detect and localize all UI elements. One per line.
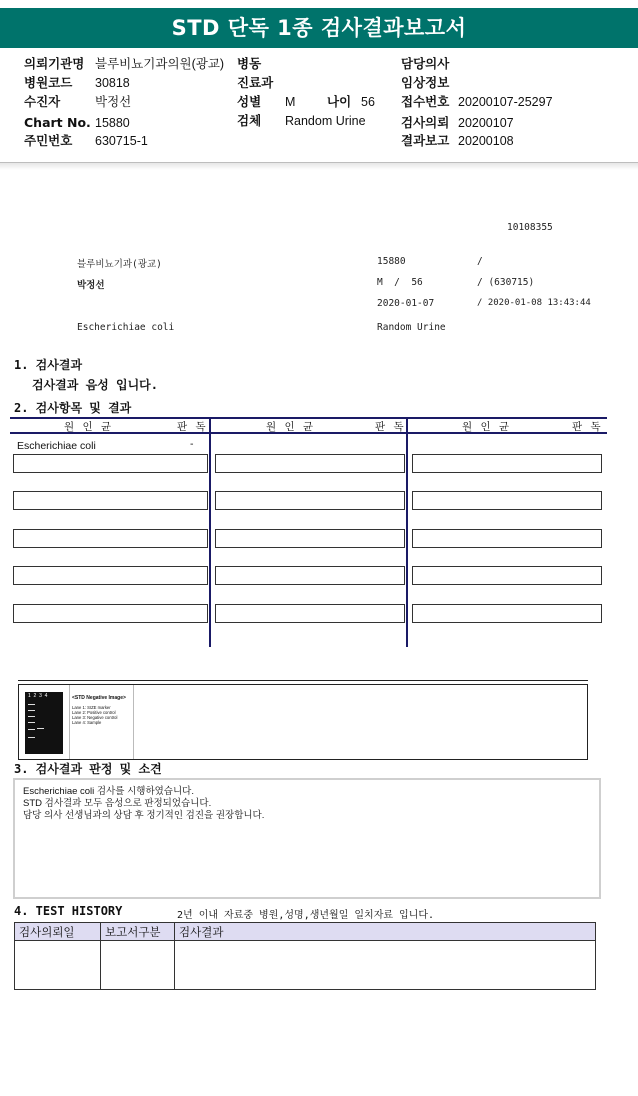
gel-lane-2: Lane 2: Positive control [72,710,116,715]
clinical-info-label: 임상정보 [401,75,450,90]
section4-note: 2년 이내 자료중 병원,성명,생년월일 일치자료 입니다. [177,910,435,921]
result-cell [215,604,405,623]
result-cell [215,529,405,548]
summary-report-datetime: / 2020-01-08 13:43:44 [477,298,591,308]
result-cell [412,604,602,623]
institution-label: 의뢰기관명 [24,56,85,71]
resident-no-value: 630715-1 [95,134,148,148]
gel-title: <STD Negative Image> [72,695,126,701]
report-number: 10108355 [507,222,553,233]
history-col-report-type: 보고서구분 [101,923,175,941]
summary-resident: / (630715) [477,277,535,288]
opinion-line-2: STD 검사결과 모두 음성으로 판정되었습니다. [23,798,212,809]
result-table-divider-2 [406,417,408,647]
summary-request-date: 2020-01-07 [377,298,435,309]
dept-label: 진료과 [237,75,274,90]
col-judgment-2: 판 독 [375,421,405,433]
sex-label: 성별 [237,94,262,109]
receipt-no-value: 20200107-25297 [458,95,553,109]
summary-institution: 블루비뇨기과(광교) [77,259,162,270]
col-pathogen-2: 원 인 균 [266,421,315,433]
summary-patient-name: 박정선 [77,280,105,291]
summary-slash: / [477,256,483,267]
gel-lane-1: Lane 1: SIZE marker [72,705,111,710]
request-date-label: 검사의뢰 [401,115,450,130]
header-divider [0,162,638,170]
result-cell [13,529,208,548]
chart-no-value: 15880 [95,116,130,130]
col-pathogen-3: 원 인 균 [462,421,511,433]
ward-label: 병동 [237,56,262,71]
section1-result-text: 검사결과 음성 입니다. [32,378,159,392]
gel-lane-legend [72,705,117,725]
gel-electrophoresis-image [25,692,63,754]
opinion-box [13,778,601,899]
section1-heading: 1. 검사결과 [14,358,83,372]
hospital-code-label: 병원코드 [24,75,73,90]
summary-specimen: Random Urine [377,322,446,333]
result-item-value: - [190,438,194,450]
report-date-value: 20200108 [458,134,514,148]
result-cell [215,566,405,585]
section4-heading: 4. TEST HISTORY [14,904,123,918]
result-cell [13,604,208,623]
result-cell [13,566,208,585]
result-cell [412,566,602,585]
gel-image-panel [18,684,588,760]
summary-chart-no: 15880 [377,256,406,267]
patient-value: 박정선 [95,95,132,109]
result-cell [215,454,405,473]
doctor-label: 담당의사 [401,56,450,71]
age-label: 나이 [327,94,352,109]
history-empty-row [15,941,596,990]
section2-heading: 2. 검사항목 및 결과 [14,401,132,415]
opinion-line-3: 담당 의사 선생님과의 상담 후 정기적인 검진을 권장합니다. [23,810,265,821]
receipt-no-label: 접수번호 [401,94,450,109]
hospital-code-value: 30818 [95,76,130,90]
gel-lane-4: Lane 4: Sample [72,720,102,725]
col-pathogen-1: 원 인 균 [64,421,113,433]
gel-lane-3: Lane 3: Negative control [72,715,118,720]
col-judgment-1: 판 독 [177,421,207,433]
institution-value: 블루비뇨기과의원(광교) [95,57,225,71]
patient-label: 수진자 [24,94,61,109]
result-cell [215,491,405,510]
gel-panel-top-rule [18,680,588,681]
result-cell [412,454,602,473]
summary-test-name: Escherichiae coli [77,322,175,333]
test-history-table [14,922,596,990]
col-judgment-3: 판 독 [572,421,602,433]
history-col-request-date: 검사의뢰일 [15,923,101,941]
result-cell [412,529,602,548]
chart-no-label: Chart No. [24,115,91,130]
summary-sex-age: M / 56 [377,277,423,288]
result-cell [13,454,208,473]
result-cell [412,491,602,510]
sex-value: M [285,95,296,109]
specimen-value: Random Urine [285,114,366,128]
result-table-divider-1 [209,417,211,647]
request-date-value: 20200107 [458,116,514,130]
section3-heading: 3. 검사결과 판정 및 소견 [14,762,162,776]
report-date-label: 결과보고 [401,133,450,148]
gel-lane-numbers: 1 2 3 4 [28,693,48,699]
history-col-result: 검사결과 [175,923,596,941]
specimen-label: 검체 [237,113,262,128]
age-value: 56 [361,95,375,109]
report-title: STD 단독 1종 검사결과보고서 [0,8,638,48]
result-item-name: Escherichiae coli [17,440,96,452]
resident-no-label: 주민번호 [24,133,73,148]
result-cell [13,491,208,510]
opinion-line-1: Escherichiae coli 검사를 시행하였습니다. [23,786,194,797]
